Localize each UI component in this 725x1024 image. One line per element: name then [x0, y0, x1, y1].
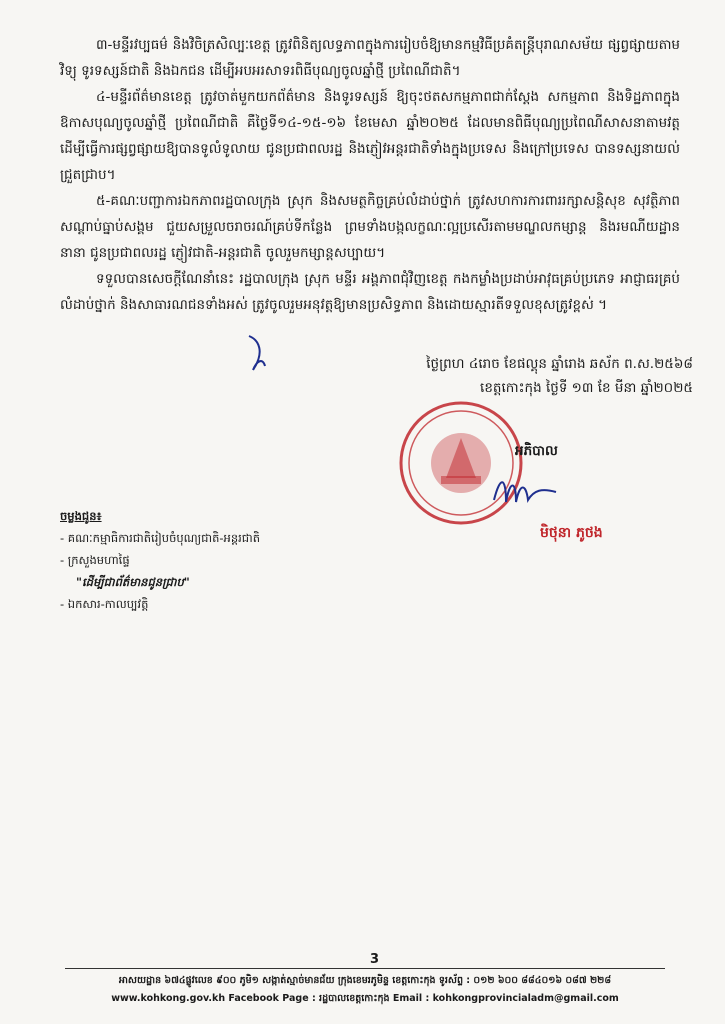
solar-date: ខេត្តកោះកុង ថ្ងៃទី ១៣ ខែ មីនា ឆ្នាំ២០២៥ — [480, 380, 693, 396]
date-block — [318, 352, 693, 400]
recipient-item: - គណៈកម្មាធិការជាតិរៀបចំបុណ្យជាតិ-អន្តរជាតិ — [60, 531, 261, 545]
governor-name: មិថុនា ភូថង — [540, 525, 603, 541]
page-number: 3 — [370, 952, 380, 967]
lunar-date: ថ្ងៃព្រហ ៤រោច ខែផល្គុន ឆ្នាំរោង ឆស័ក ព.ស.២៥៦៨ — [426, 356, 693, 372]
paragraph-information: ៤-មន្ទីរព័ត៌មានខេត្ត ត្រូវចាត់មួកយកព័ត៌មាន និងទូរទស្សន៍ ឱ្យចុះថតសកម្មភាពជាក់ស្តែង សកម្មភាព និងទិដ្ឋភាពក្នុងឱកាសបុណ្យចូលឆ្នាំថ្មី ប្រពៃណីជាតិ គឺថ្ងៃទី១៤-១៥-១៦ ខែមេសា ឆ្នាំ២០២៥ ដែលមានពិធីបុណ្យប្រពៃណីសាសនាតាមវត្ត ដើម្បីធ្វើការផ្សព្វផ្សាយឱ្យបានទូលំទូលាយ ជូនប្រជាពលរដ្ឋ និងភ្ញៀវអន្តរជាតិទាំងក្នុងប្រទេស និងក្រៅប្រទេស បានទស្សនាយល់ជ្រួតជ្រាប។ — [60, 89, 680, 183]
recipients-title: ចម្លងជូន៖ — [60, 509, 102, 523]
footer-address: អាសយដ្ឋាន ៦៧៤ផ្លូវលេខ ៩០០ ភូមិ១ សង្កាត់ស្មាច់មានជ័យ ក្រុងខេមរភូមិន្ទ ខេត្តកោះកុង ទូរស័ព្ទ : ០១២ ៦០០ ៨៨៤០១៦ ០៨៧ ២២៨ — [118, 975, 612, 986]
paragraph-closing: ទទួលបានសេចក្តីណែនាំនេះ រដ្ឋបាលក្រុង ស្រុក មន្ទីរ អង្គភាពជុំវិញខេត្ត កងកម្លាំងប្រដាប់អាវុធគ្រប់ប្រភេទ អាជ្ញាធរគ្រប់លំដាប់ថ្នាក់ និងសាធារណជនទាំងអស់ ត្រូវចូលរួមអនុវត្តឱ្យមានប្រសិទ្ធភាព និងដោយស្មារតីទទួលខុសត្រូវខ្ពស់ ។ — [60, 271, 680, 313]
paragraph-culture: ៣-មន្ទីរវប្បធម៌ និងវិចិត្រសិល្បៈខេត្ត ត្រូវពិនិត្យលទ្ធភាពក្នុងការរៀបចំឱ្យមានកម្មវិធីប្រគំតន្ត្រីបុរាណសម័យ ផ្សព្វផ្សាយតាមវិទ្យុ ទូរទស្សន៍ជាតិ និងឯកជន ដើម្បីអបអរសាទរពិធីបុណ្យចូលឆ្នាំថ្មី ប្រពៃណីជាតិ។ — [60, 37, 680, 79]
recipient-note: "ដើម្បីជាព័ត៌មានជូនជ្រាប" — [76, 575, 190, 589]
footer — [65, 972, 665, 1008]
paragraph-security: ៥-គណៈបញ្ជាការឯកភាពរដ្ឋបាលក្រុង ស្រុក និងសមត្ថកិច្ចគ្រប់លំដាប់ថ្នាក់ ត្រូវសហការការពាររក្សាសន្តិសុខ សុវត្ថិភាព សណ្តាប់ធ្នាប់សង្គម ជួយសម្រួលចរាចរណ៍គ្រប់ទីកន្លែង ព្រមទាំងបង្កលក្ខណៈល្អប្រសើរតាមមណ្ឌលកម្សាន្ត និងរមណីយដ្ឋាននានា ជូនប្រជាពលរដ្ឋ ភ្ញៀវជាតិ-អន្តរជាតិ ចូលរួមកម្សាន្តសប្បាយ។ — [60, 193, 680, 261]
recipient-item: - ឯកសារ-កាលប្បវត្តិ — [60, 597, 149, 611]
body-text — [60, 32, 680, 318]
recipient-item: - ក្រសួងមហាផ្ទៃ — [60, 553, 130, 567]
recipients-list — [60, 505, 260, 615]
initial-mark — [245, 330, 269, 374]
governor-title: អភិបាល — [515, 443, 558, 459]
footer-contacts: www.kohkong.gov.kh Facebook Page : រដ្ឋបាលខេត្តកោះកុង Email : kohkongprovincialadm@gmail.com — [111, 993, 619, 1004]
signature-icon — [490, 470, 560, 510]
footer-divider — [65, 968, 665, 969]
